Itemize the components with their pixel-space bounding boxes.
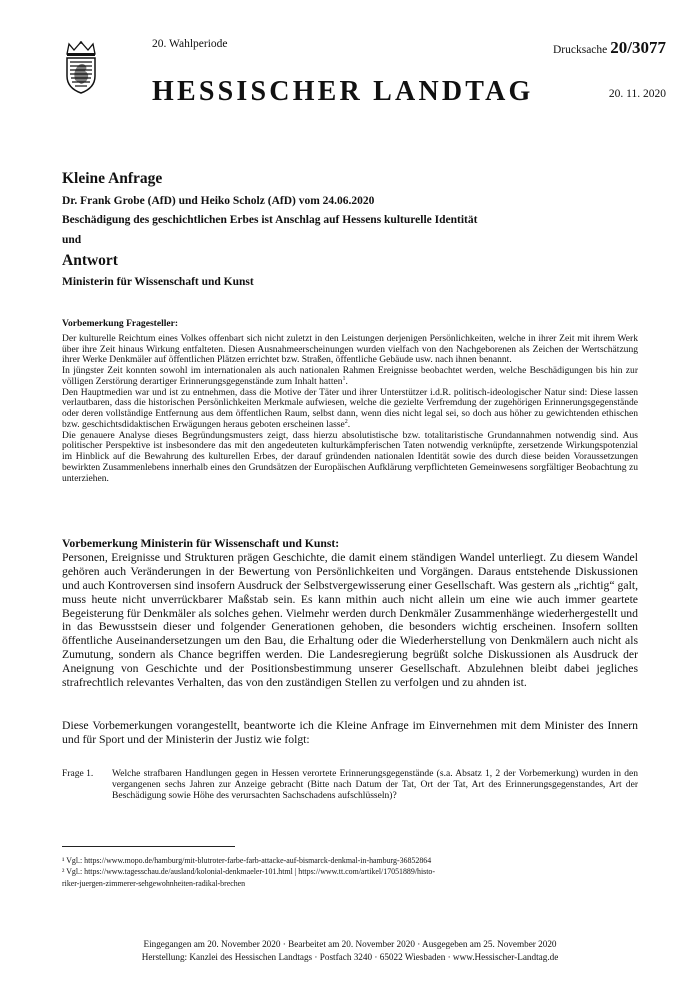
questioner-paragraph: Den Hauptmedien war und ist zu entnehmen, dass die Motive der Täter und ihrer Unterstützer i.d.R. politisch-ideologischer Natur sind: Diese lassen verlautbaren, dass die historischen Persönlichkeiten Merkmale aufwiesen, welche die gezielte Verfremdung der zugehörigen Erinnerungsgegenstände oder deren vollständige Entfernung aus dem öffentlichen Raum, selbst dann, wenn dies nicht legal sei, so doch aus höher zu gewichtenden ethischen bzw. geschichtsdidaktischen Erwägungen heraus geboten erscheinen lasse$^2$. [62, 386, 638, 430]
questioner-paragraph: In jüngster Zeit konnten sowohl im internationalen als auch nationalen Rahmen Ereignisse beobachtet werden, welche Beschädigungen bis hin zur völligen Zerstörung derartiger Erinnerungsgegenstände zum Inhalt hatten$^1$. [62, 365, 638, 387]
printed-matter-label: Drucksache [552, 44, 608, 56]
and-connector: und [62, 233, 82, 246]
footnote-ref: 1 [342, 375, 346, 382]
inquiry-type: Kleine Anfrage [62, 170, 163, 187]
question-label: Frage 1. [62, 768, 94, 779]
document-headings [62, 170, 662, 295]
hesse-coat-of-arms-logo [64, 40, 98, 94]
questioner-remarks-title: Vorbemerkung Fragesteller: [62, 318, 179, 329]
question-text: Welche strafbaren Handlungen gegen in Hessen verortete Erinnerungsgegenstände (s.a. Absatz 1, 2 der Vorbemerkung) wurden in den vergangenen sechs Jahren zur Anzeige gebracht (Bitte nach Datum der Tat, Ort der Tat, Art des Erinnerungsgegenstandes, Art der Beschädigung sowie Höhe des verursachten Sachschadens aufschlüsseln)? [112, 768, 638, 801]
minister-remarks-text: Personen, Ereignisse und Strukturen prägen Geschichte, die damit einem ständigen Wandel unterliegt. Zu diesem Wandel gehören auch Veränderungen in der Bewertung von Persönlichkeiten und Vorgängen. Daraus entstehende Diskussionen und auch Kontroversen sind insofern Ausdruck der Selbstvergewisserung einer Gesellschaft. Was gestern als „richtig“ galt, muss heute nicht unverrückbarer Maßstab sein. Es kann mithin auch nicht allein um eine wie auch immer geartete Begeisterung für Denkmäler als solches gehen. Vielmehr werden durch Denkmäler Zusammenhänge wiederhergestellt und in das Bewusstsein dieser und folgender Generationen gehoben, die besonders wichtig erscheinen. Insofern sollten öffentliche Auseinandersetzungen um den Bau, die Erhaltung oder die Wiederherstellung von Denkmälern auch nicht als Zumutung, sondern als Chance begriffen werden. Die Landesregierung begrüßt solche Diskussionen als Ausdruck der Aneignung von Geschichte und der Positionsbestimmung unserer Gesellschaft. Abzulehnen bleibt dabei jegliches strafrechtlich relevantes Verhalten, das von den zuständigen Stellen zu verfolgen und zu ahnden ist. [62, 550, 638, 690]
printed-matter-number [553, 38, 666, 58]
answering-ministry: Ministerin für Wissenschaft und Kunst [62, 276, 254, 289]
minister-remarks-title: Vorbemerkung Ministerin für Wissenschaft und Kunst: [62, 537, 340, 550]
legislative-period: 20. Wahlperiode [152, 38, 228, 50]
questioner-paragraph: Der kulturelle Reichtum eines Volkes offenbart sich nicht zuletzt in den Leistungen derjenigen Persönlichkeiten, welche in ihrer Zeit mit ihrem Werk über ihre Zeit hinaus Wirkung entfalteten. Diesen Ausnahmeerscheinungen wurden vielfach von den Nachgeborenen als Zeichen der Wertschätzung ihrer Werke Denkmäler auf öffentlichen Plätzen errichtet bzw. Straßen, öffentliche Gebäude usw. nach ihnen benannt. [62, 332, 638, 366]
parliament-title: HESSISCHER LANDTAG [152, 76, 534, 107]
footnote-2: ² Vgl.: https://www.tagesschau.de/ausland/kolonial-denkmaeler-101.html | https://www.tt.com/artikel/17051889/histo- [62, 867, 435, 877]
questioner-preliminary-remarks [62, 319, 638, 484]
footnote-1: ¹ Vgl.: https://www.mopo.de/hamburg/mit-blutroter-farbe-farb-attacke-auf-bismarck-denkmal-in-hamburg-36852864 [62, 856, 432, 865]
footnote-ref: 2 [344, 418, 348, 425]
questioner-paragraph: Die genauere Analyse dieses Begründungsmusters zeigt, dass hierzu absolutistische bzw. totalitaristische Grundannahmen notwendig sind. Aus politischer Perspektive ist insbesondere das mit den angedeuteten kulturkämpferischen Taten notwendig verknüpfte, zersetzende Wirkungspotenzial im Hinblick auf die Bewahrung des kulturellen Erbes, der darauf gründenden nationalen Identität sowie des durch diese beiden Voraussetzungen bewirkten Zusammenlebens innerhalb eines den Grundsätzen der Europäischen Aufklärung verpflichteten Gemeinwesens sorgfältiger Beobachtung zu unterziehen. [62, 429, 638, 484]
inquiry-subject: Beschädigung des geschichtlichen Erbes ist Anschlag auf Hessens kulturelle Identität [62, 214, 478, 227]
footnotes [62, 855, 638, 889]
footer-dates: Eingegangen am 20. November 2020 · Bearbeitet am 20. November 2020 · Ausgegeben am 25. November 2020 [143, 939, 557, 949]
answer-heading: Antwort [62, 252, 118, 270]
footer-publisher: Herstellung: Kanzlei des Hessischen Landtags · Postfach 3240 · 65022 Wiesbaden · www.Hessischer-Landtag.de [141, 952, 559, 962]
printed-matter-value: 20/3077 [610, 38, 666, 57]
document-date: 20. 11. 2020 [608, 88, 666, 100]
page-footer [62, 938, 638, 964]
inquiry-authors: Dr. Frank Grobe (AfD) und Heiko Scholz (AfD) vom 24.06.2020 [62, 195, 375, 207]
answer-intro: Diese Vorbemerkungen vorangestellt, beantworte ich die Kleine Anfrage im Einvernehmen mit dem Minister des Innern und für Sport und der Ministerin der Justiz wie folgt: [62, 719, 638, 746]
footnote-2-continued: riker-juergen-zimmerer-sehgewohnheiten-radikal-brechen [62, 878, 246, 888]
minister-preliminary-remarks [62, 537, 638, 690]
question-1 [62, 769, 638, 801]
footnote-divider [62, 846, 235, 847]
